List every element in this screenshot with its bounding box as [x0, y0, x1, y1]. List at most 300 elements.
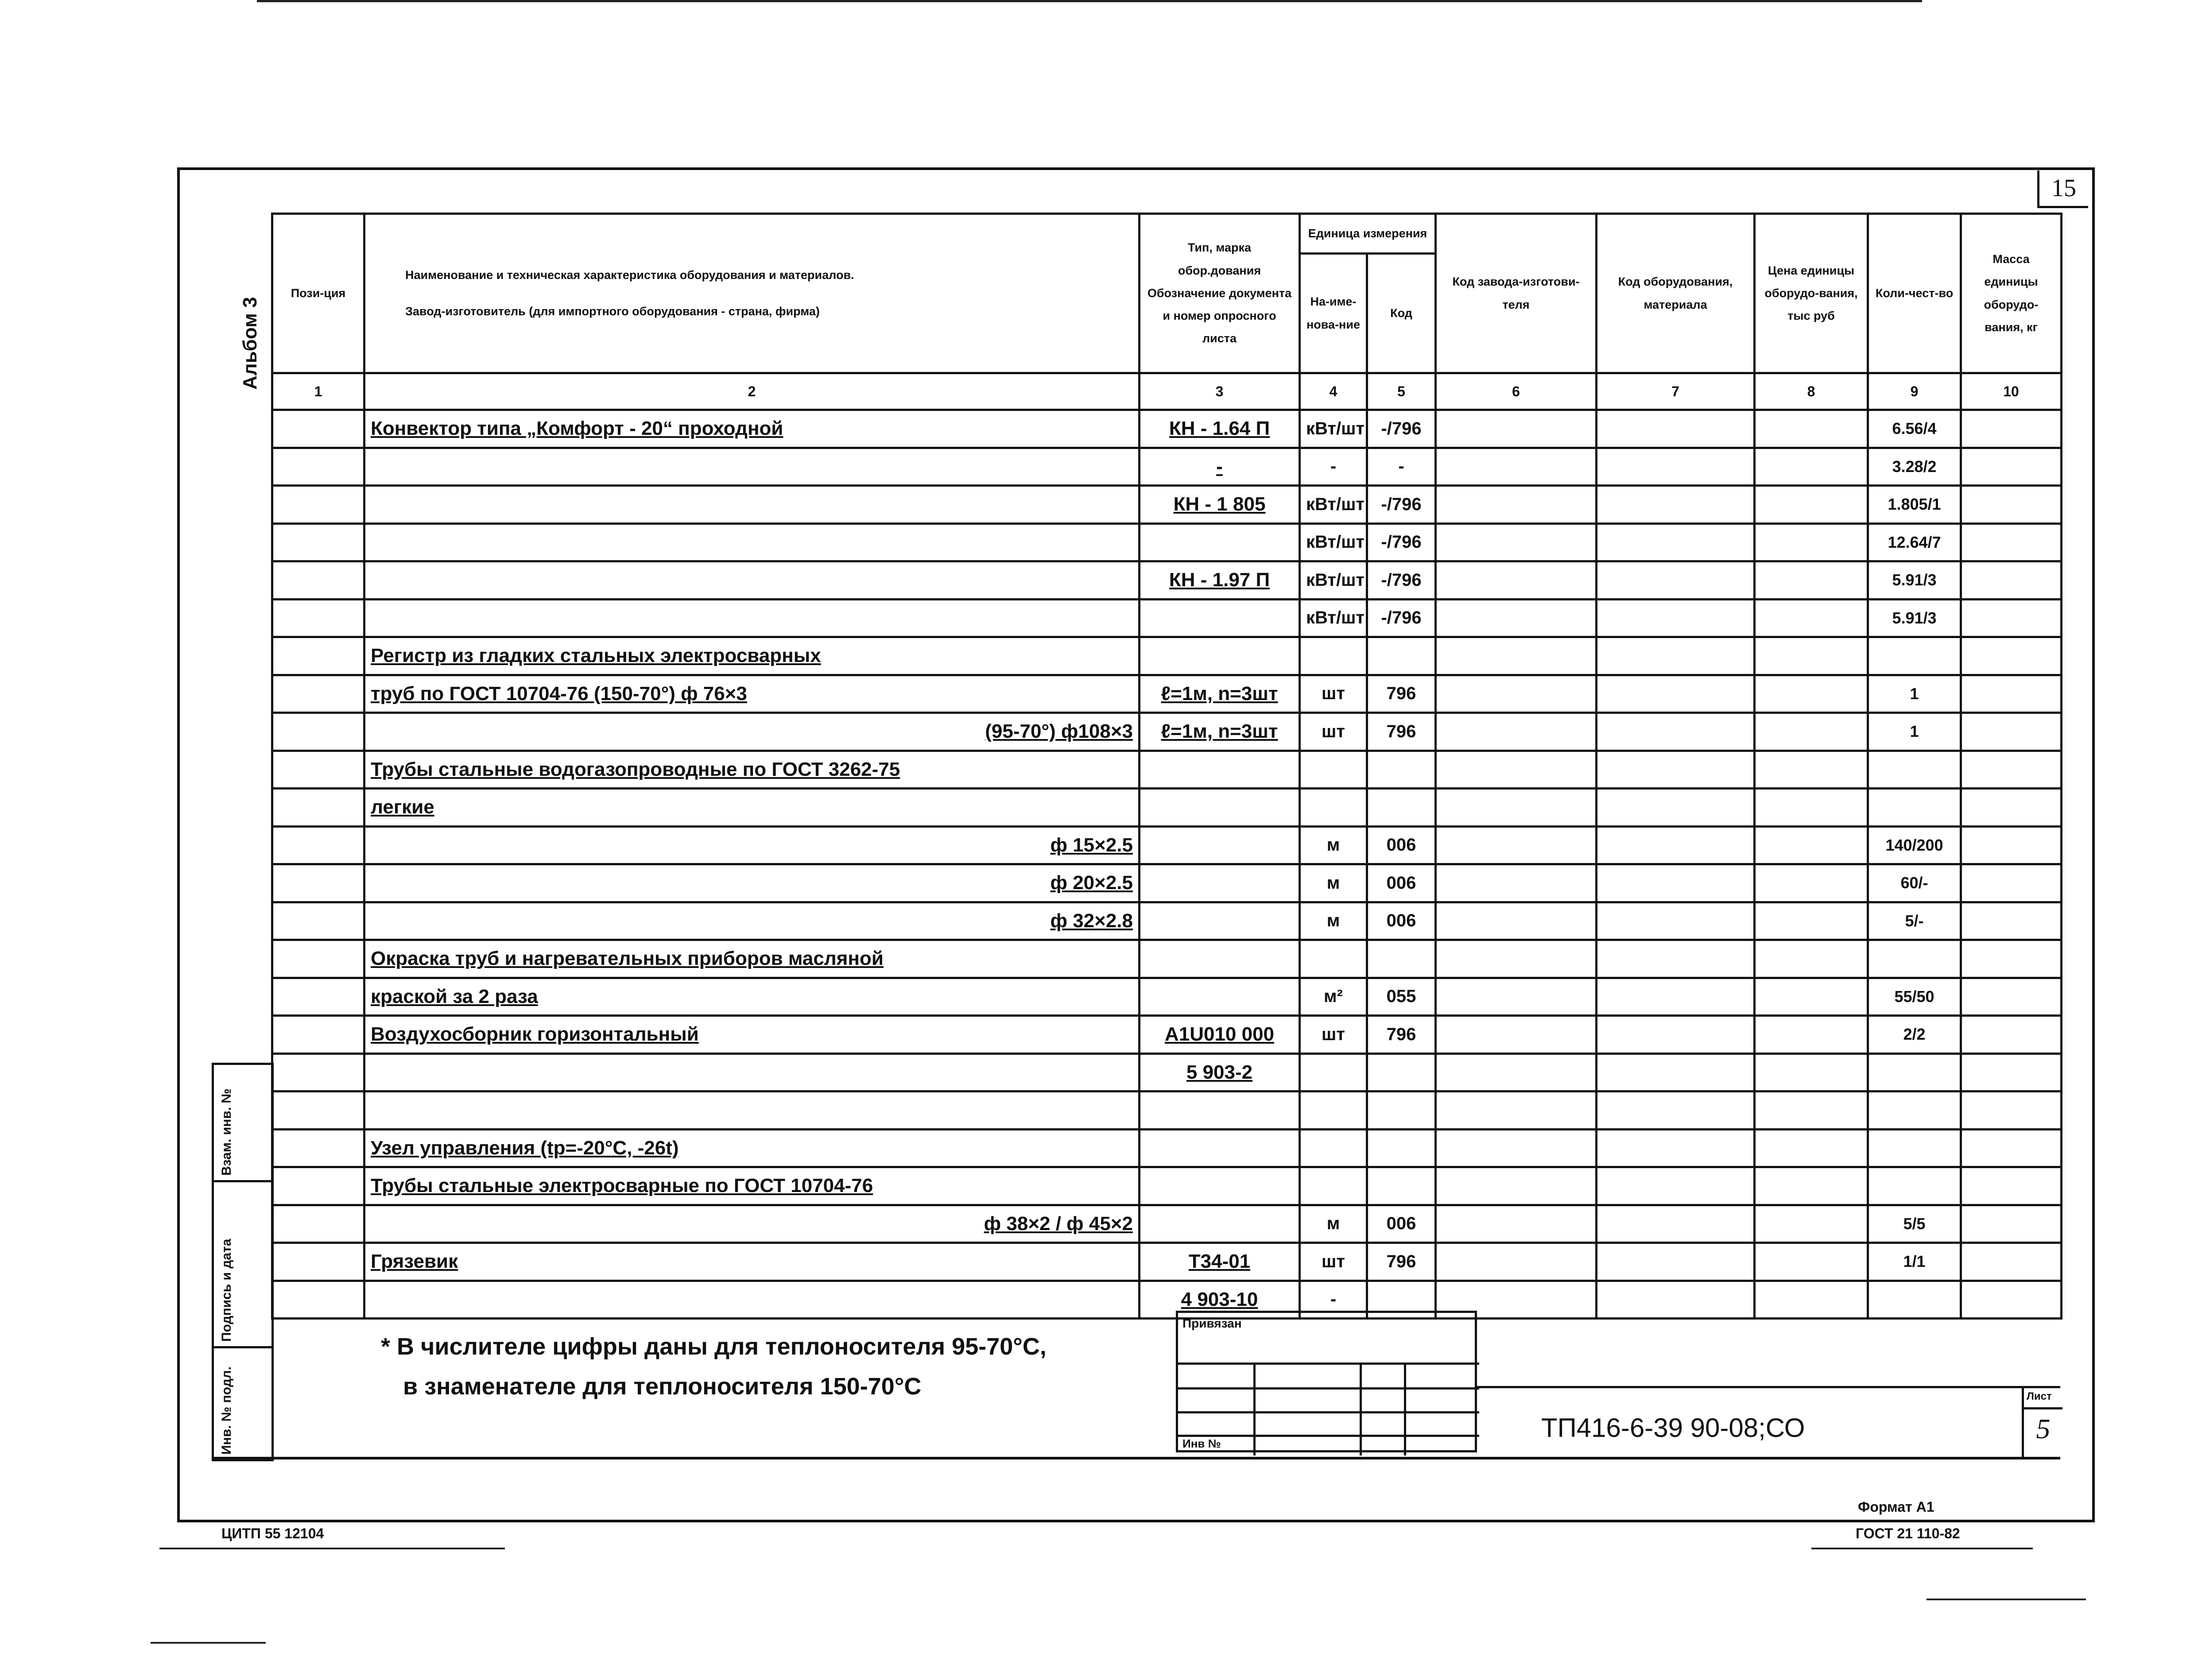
- row-name: [364, 561, 1140, 600]
- row-price: [1755, 940, 1868, 978]
- row-equipment-code: [1597, 486, 1755, 524]
- row-price: [1755, 448, 1868, 486]
- row-price: [1755, 523, 1868, 561]
- table-row: [272, 864, 2062, 902]
- row-name: Узел управления (tр=-20°С, -26t): [364, 1129, 1140, 1167]
- row-unit: м²: [1300, 978, 1367, 1016]
- row-unit-code: 006: [1367, 826, 1436, 864]
- table-row: [272, 902, 2062, 940]
- row-unit-code: -/796: [1367, 410, 1436, 448]
- row-type: -: [1140, 448, 1300, 486]
- row-equipment-code: [1597, 940, 1755, 978]
- strip-cell-signature: [212, 1180, 274, 1348]
- row-name: [364, 448, 1140, 486]
- scan-line-bottom2: [1811, 1548, 2033, 1549]
- row-name: Трубы стальные электросварные по ГОСТ 10704-76: [364, 1167, 1140, 1205]
- row-equipment-code: [1597, 902, 1755, 940]
- row-price: [1755, 1167, 1868, 1205]
- row-unit-code: 006: [1367, 864, 1436, 902]
- header-unit-name: На-име-нова-ние: [1300, 254, 1367, 373]
- row-type: [1140, 902, 1300, 940]
- row-name: [364, 1053, 1140, 1092]
- row-quantity: 3.28/2: [1868, 448, 1961, 486]
- footnote-line1: * В числителе цифры даны для теплоносителя 95-70°С,: [381, 1333, 1047, 1360]
- header-price: Цена единицы оборудо-вания, тыс руб: [1755, 214, 1868, 373]
- col-num-2: 2: [364, 373, 1140, 410]
- row-position: [272, 1281, 364, 1319]
- row-price: [1755, 637, 1868, 675]
- row-unit-code: 796: [1367, 713, 1436, 751]
- strip-cell-vzam: [212, 1063, 274, 1182]
- row-mass: [1961, 1129, 2062, 1167]
- row-position: [272, 561, 364, 600]
- scan-line-bottom1: [159, 1548, 505, 1549]
- row-position: [272, 1167, 364, 1205]
- row-name: [364, 1281, 1140, 1319]
- table-row: [272, 1092, 2062, 1130]
- row-mass: [1961, 978, 2062, 1016]
- row-equipment-code: [1597, 675, 1755, 713]
- row-unit: кВт/шт: [1300, 523, 1367, 561]
- row-equipment-code: [1597, 864, 1755, 902]
- row-type: [1140, 826, 1300, 864]
- row-mass: [1961, 826, 2062, 864]
- row-type: [1140, 1092, 1300, 1130]
- row-equipment-code: [1597, 561, 1755, 600]
- row-maker-code: [1436, 826, 1597, 864]
- row-mass: [1961, 1205, 2062, 1243]
- row-price: [1755, 675, 1868, 713]
- row-unit-code: 006: [1367, 902, 1436, 940]
- row-unit: м: [1300, 902, 1367, 940]
- table-row: [272, 1053, 2062, 1092]
- row-maker-code: [1436, 523, 1597, 561]
- col-num-1: 1: [272, 373, 364, 410]
- row-position: [272, 789, 364, 827]
- row-mass: [1961, 940, 2062, 978]
- row-mass: [1961, 523, 2062, 561]
- row-maker-code: [1436, 864, 1597, 902]
- row-name: [364, 486, 1140, 524]
- row-maker-code: [1436, 1129, 1597, 1167]
- row-unit: -: [1300, 1281, 1367, 1319]
- row-name: ф 38×2 / ф 45×2: [364, 1205, 1140, 1243]
- table-row: [272, 1281, 2062, 1319]
- row-mass: [1961, 1092, 2062, 1130]
- table-row: [272, 561, 2062, 600]
- row-unit: шт: [1300, 1016, 1367, 1054]
- row-type: А1U010 000: [1140, 1016, 1300, 1054]
- row-name: Регистр из гладких стальных электросварных: [364, 637, 1140, 675]
- format-label: Формат А1: [1858, 1499, 1934, 1515]
- row-type: [1140, 864, 1300, 902]
- row-unit-code: -: [1367, 448, 1436, 486]
- row-quantity: 5/5: [1868, 1205, 1961, 1243]
- row-unit-code: -/796: [1367, 561, 1436, 600]
- row-type: 5 903-2: [1140, 1053, 1300, 1092]
- row-mass: [1961, 486, 2062, 524]
- row-position: [272, 1053, 364, 1092]
- row-price: [1755, 1129, 1868, 1167]
- row-unit-code: 796: [1367, 675, 1436, 713]
- row-quantity: 12.64/7: [1868, 523, 1961, 561]
- row-equipment-code: [1597, 1016, 1755, 1054]
- row-name: Трубы стальные водогазопроводные по ГОСТ 3262-75: [364, 751, 1140, 789]
- row-position: [272, 978, 364, 1016]
- row-price: [1755, 902, 1868, 940]
- album-label: Альбом 3: [239, 297, 261, 390]
- row-quantity: [1868, 789, 1961, 827]
- table-row: [272, 789, 2062, 827]
- row-unit: [1300, 789, 1367, 827]
- row-position: [272, 599, 364, 637]
- header-unit-code: Код: [1367, 254, 1436, 373]
- row-maker-code: [1436, 751, 1597, 789]
- row-quantity: 6.56/4: [1868, 410, 1961, 448]
- row-unit-code: -/796: [1367, 486, 1436, 524]
- table-row: [272, 523, 2062, 561]
- row-name: ф 15×2.5: [364, 826, 1140, 864]
- gost-label: ГОСТ 21 110-82: [1856, 1525, 1960, 1541]
- row-maker-code: [1436, 978, 1597, 1016]
- row-price: [1755, 789, 1868, 827]
- row-equipment-code: [1597, 789, 1755, 827]
- row-quantity: 5.91/3: [1868, 599, 1961, 637]
- row-name: краской за 2 раза: [364, 978, 1140, 1016]
- specification-table: [271, 213, 2062, 1320]
- row-mass: [1961, 1053, 2062, 1092]
- row-price: [1755, 486, 1868, 524]
- left-stamp-strip: [212, 1063, 274, 1461]
- row-quantity: 140/200: [1868, 826, 1961, 864]
- table-row: [272, 1243, 2062, 1281]
- header-equipment-code: Код оборудования, материала: [1597, 214, 1755, 373]
- row-unit: [1300, 1092, 1367, 1130]
- col-num-6: 6: [1436, 373, 1597, 410]
- table-row: [272, 410, 2062, 448]
- row-unit-code: 006: [1367, 1205, 1436, 1243]
- row-maker-code: [1436, 1092, 1597, 1130]
- row-maker-code: [1436, 902, 1597, 940]
- row-name: [364, 599, 1140, 637]
- row-price: [1755, 1016, 1868, 1054]
- row-unit-code: -/796: [1367, 599, 1436, 637]
- row-unit-code: 055: [1367, 978, 1436, 1016]
- row-equipment-code: [1597, 448, 1755, 486]
- table-row: [272, 940, 2062, 978]
- row-position: [272, 751, 364, 789]
- row-unit-code: -/796: [1367, 523, 1436, 561]
- row-mass: [1961, 713, 2062, 751]
- row-unit: шт: [1300, 1243, 1367, 1281]
- table-row: [272, 1167, 2062, 1205]
- footnote-line2: в знаменателе для теплоносителя 150-70°С: [403, 1373, 922, 1400]
- row-position: [272, 1205, 364, 1243]
- header-quantity: Коли-чест-во: [1868, 214, 1961, 373]
- row-maker-code: [1436, 675, 1597, 713]
- row-quantity: [1868, 1281, 1961, 1319]
- row-unit: -: [1300, 448, 1367, 486]
- sheet-number: 5: [2036, 1413, 2051, 1444]
- row-maker-code: [1436, 410, 1597, 448]
- sheet-label: Лист: [2027, 1390, 2052, 1402]
- header-mass: Масса единицы оборудо-вания, кг: [1961, 214, 2062, 373]
- row-position: [272, 1092, 364, 1130]
- col-num-9: 9: [1868, 373, 1961, 410]
- title-block-top-rule: [1477, 1386, 2060, 1388]
- row-equipment-code: [1597, 1205, 1755, 1243]
- scan-line-bottom4: [1927, 1599, 2086, 1600]
- row-position: [272, 410, 364, 448]
- row-unit: шт: [1300, 713, 1367, 751]
- row-unit: [1300, 940, 1367, 978]
- row-position: [272, 1243, 364, 1281]
- row-name: Конвектор типа „Комфорт - 20“ проходной: [364, 410, 1140, 448]
- table-row: [272, 978, 2062, 1016]
- document-code: ТП416-6-39 90-08;СО: [1541, 1413, 1805, 1443]
- table-row: [272, 1016, 2062, 1054]
- row-unit-code: [1367, 1167, 1436, 1205]
- row-equipment-code: [1597, 713, 1755, 751]
- row-quantity: 1: [1868, 713, 1961, 751]
- table-row: [272, 675, 2062, 713]
- row-equipment-code: [1597, 826, 1755, 864]
- strip-label-vzam: Взам. инв. №: [219, 1088, 234, 1176]
- row-type: ℓ=1м, n=3шт: [1140, 675, 1300, 713]
- row-unit: м: [1300, 1205, 1367, 1243]
- row-unit-code: 796: [1367, 1016, 1436, 1054]
- table-row: [272, 826, 2062, 864]
- row-unit: [1300, 1167, 1367, 1205]
- row-position: [272, 826, 364, 864]
- header-unit-group: Единица измерения: [1300, 214, 1436, 254]
- row-price: [1755, 864, 1868, 902]
- row-type: [1140, 789, 1300, 827]
- row-quantity: [1868, 751, 1961, 789]
- row-type: [1140, 1167, 1300, 1205]
- stamp-privyazan: Привязан: [1182, 1316, 1242, 1330]
- row-maker-code: [1436, 1016, 1597, 1054]
- strip-cell-inv: [212, 1346, 274, 1461]
- row-price: [1755, 410, 1868, 448]
- row-unit-code: [1367, 637, 1436, 675]
- row-equipment-code: [1597, 751, 1755, 789]
- bottom-rule: [212, 1457, 2060, 1459]
- table-row: [272, 1129, 2062, 1167]
- row-position: [272, 1129, 364, 1167]
- row-price: [1755, 751, 1868, 789]
- row-name: легкие: [364, 789, 1140, 827]
- row-price: [1755, 561, 1868, 600]
- row-unit: [1300, 1053, 1367, 1092]
- row-name: Окраска труб и нагревательных приборов масляной: [364, 940, 1140, 978]
- row-maker-code: [1436, 713, 1597, 751]
- strip-label-inv: Инв. № подл.: [219, 1366, 234, 1455]
- approval-stamp: [1176, 1311, 1477, 1452]
- row-type: КН - 1.97 П: [1140, 561, 1300, 600]
- row-maker-code: [1436, 789, 1597, 827]
- row-price: [1755, 713, 1868, 751]
- scan-line-bottom3: [151, 1642, 266, 1644]
- table-row: [272, 1205, 2062, 1243]
- row-type: КН - 1 805: [1140, 486, 1300, 524]
- row-position: [272, 713, 364, 751]
- table-row: [272, 599, 2062, 637]
- row-unit-code: [1367, 1053, 1436, 1092]
- row-unit: кВт/шт: [1300, 486, 1367, 524]
- row-mass: [1961, 1243, 2062, 1281]
- col-num-8: 8: [1755, 373, 1868, 410]
- header-position: Пози-ция: [272, 214, 364, 373]
- row-unit-code: 796: [1367, 1243, 1436, 1281]
- row-mass: [1961, 448, 2062, 486]
- row-type: [1140, 940, 1300, 978]
- row-quantity: 1/1: [1868, 1243, 1961, 1281]
- row-unit: кВт/шт: [1300, 410, 1367, 448]
- row-position: [272, 902, 364, 940]
- scan-line-top: [257, 0, 1922, 2]
- row-unit: кВт/шт: [1300, 599, 1367, 637]
- row-position: [272, 1016, 364, 1054]
- row-position: [272, 637, 364, 675]
- row-mass: [1961, 751, 2062, 789]
- row-equipment-code: [1597, 1129, 1755, 1167]
- table-row: [272, 486, 2062, 524]
- row-quantity: [1868, 940, 1961, 978]
- row-maker-code: [1436, 940, 1597, 978]
- row-quantity: [1868, 637, 1961, 675]
- row-equipment-code: [1597, 1053, 1755, 1092]
- row-price: [1755, 1281, 1868, 1319]
- row-unit: [1300, 637, 1367, 675]
- row-unit-code: [1367, 751, 1436, 789]
- row-type: 4 903-10: [1140, 1281, 1300, 1319]
- row-mass: [1961, 561, 2062, 600]
- row-maker-code: [1436, 1053, 1597, 1092]
- header-name-line1: Наименование и техническая характеристика оборудования и материалов.: [405, 268, 854, 282]
- row-name: ф 20×2.5: [364, 864, 1140, 902]
- row-position: [272, 940, 364, 978]
- row-type: [1140, 1205, 1300, 1243]
- row-mass: [1961, 1167, 2062, 1205]
- row-unit-code: [1367, 940, 1436, 978]
- row-maker-code: [1436, 599, 1597, 637]
- row-mass: [1961, 410, 2062, 448]
- sheet-box: [2022, 1386, 2060, 1459]
- row-name: труб по ГОСТ 10704-76 (150-70°) ф 76×3: [364, 675, 1140, 713]
- row-price: [1755, 1243, 1868, 1281]
- row-equipment-code: [1597, 599, 1755, 637]
- col-num-5: 5: [1367, 373, 1436, 410]
- row-price: [1755, 978, 1868, 1016]
- row-unit: м: [1300, 864, 1367, 902]
- row-quantity: 5/-: [1868, 902, 1961, 940]
- strip-label-signature: Подпись и дата: [219, 1239, 234, 1342]
- row-name: Воздухосборник горизонтальный: [364, 1016, 1140, 1054]
- row-name: [364, 523, 1140, 561]
- row-unit: кВт/шт: [1300, 561, 1367, 600]
- col-num-3: 3: [1140, 373, 1300, 410]
- row-quantity: [1868, 1053, 1961, 1092]
- row-unit-code: [1367, 1092, 1436, 1130]
- row-quantity: [1868, 1167, 1961, 1205]
- row-quantity: [1868, 1092, 1961, 1130]
- row-type: ℓ=1м, n=3шт: [1140, 713, 1300, 751]
- col-num-10: 10: [1961, 373, 2062, 410]
- row-maker-code: [1436, 561, 1597, 600]
- row-price: [1755, 1053, 1868, 1092]
- row-type: [1140, 599, 1300, 637]
- header-name-line2: Завод-изготовитель (для импортного оборудования - страна, фирма): [405, 304, 820, 318]
- row-unit: шт: [1300, 675, 1367, 713]
- row-type: [1140, 751, 1300, 789]
- row-maker-code: [1436, 448, 1597, 486]
- row-price: [1755, 1205, 1868, 1243]
- row-equipment-code: [1597, 1243, 1755, 1281]
- row-equipment-code: [1597, 1281, 1755, 1319]
- row-equipment-code: [1597, 1092, 1755, 1130]
- row-mass: [1961, 637, 2062, 675]
- header-name: [364, 214, 1140, 373]
- row-type: КН - 1.64 П: [1140, 410, 1300, 448]
- row-mass: [1961, 789, 2062, 827]
- header-type: Тип, марка обор.дования Обозначение документа и номер опросного листа: [1140, 214, 1300, 373]
- row-position: [272, 864, 364, 902]
- row-name: [364, 1092, 1140, 1130]
- row-maker-code: [1436, 486, 1597, 524]
- row-position: [272, 486, 364, 524]
- row-equipment-code: [1597, 978, 1755, 1016]
- row-maker-code: [1436, 637, 1597, 675]
- row-quantity: 1.805/1: [1868, 486, 1961, 524]
- row-mass: [1961, 902, 2062, 940]
- row-type: [1140, 1129, 1300, 1167]
- row-mass: [1961, 1281, 2062, 1319]
- header-maker-code: Код завода-изготови-теля: [1436, 214, 1597, 373]
- row-quantity: 60/-: [1868, 864, 1961, 902]
- row-unit: м: [1300, 826, 1367, 864]
- row-type: [1140, 978, 1300, 1016]
- row-name: (95-70°) ф108×3: [364, 713, 1140, 751]
- table-row: [272, 751, 2062, 789]
- row-mass: [1961, 599, 2062, 637]
- table-row: [272, 713, 2062, 751]
- row-price: [1755, 826, 1868, 864]
- row-position: [272, 448, 364, 486]
- row-quantity: 5.91/3: [1868, 561, 1961, 600]
- row-mass: [1961, 675, 2062, 713]
- row-equipment-code: [1597, 523, 1755, 561]
- row-unit-code: [1367, 1129, 1436, 1167]
- row-unit: [1300, 751, 1367, 789]
- stamp-inv-no: Инв №: [1182, 1437, 1221, 1450]
- row-name: Грязевик: [364, 1243, 1140, 1281]
- col-num-4: 4: [1300, 373, 1367, 410]
- row-price: [1755, 1092, 1868, 1130]
- col-num-7: 7: [1597, 373, 1755, 410]
- row-quantity: 2/2: [1868, 1016, 1961, 1054]
- row-position: [272, 523, 364, 561]
- row-type: [1140, 637, 1300, 675]
- row-equipment-code: [1597, 1167, 1755, 1205]
- tsitp-label: ЦИТП 55 12104: [221, 1525, 324, 1541]
- column-number-row: [272, 373, 2062, 410]
- row-unit: [1300, 1129, 1367, 1167]
- sheet-number-top: 15: [2037, 170, 2088, 208]
- table-row: [272, 448, 2062, 486]
- row-equipment-code: [1597, 637, 1755, 675]
- row-name: ф 32×2.8: [364, 902, 1140, 940]
